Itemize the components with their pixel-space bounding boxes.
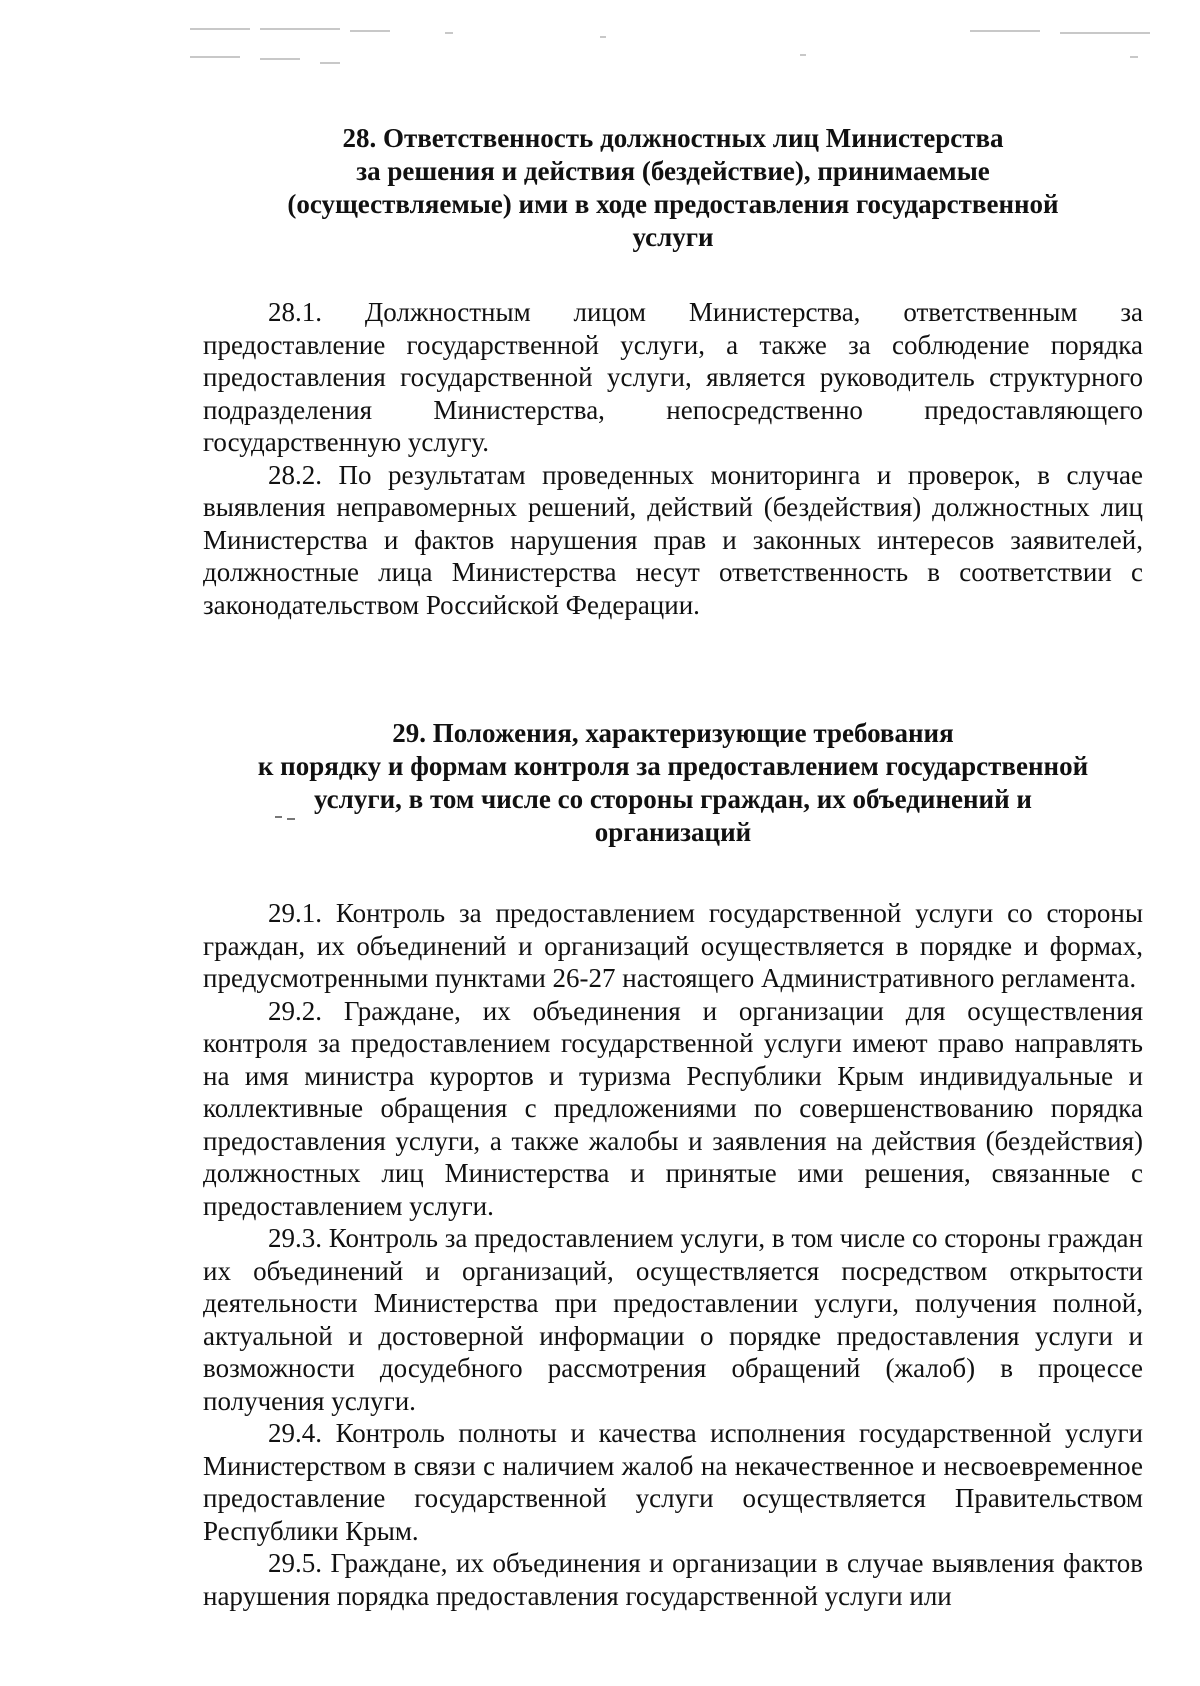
paragraph-28-1: 28.1. Должностным лицом Министерства, ответственным за предоставление государственной услуги, а также за соблюдение порядка предоставления государственной услуги, является руководитель структурного подразделения Министерства, непосредственно предоставляющего государственную услугу. bbox=[203, 297, 1143, 457]
paragraph-29-3: 29.3. Контроль за предоставлением услуги, в том числе со стороны граждан их объединений и организаций, осуществляется посредством открытости деятельности Министерства при предоставлении услуги, получения полной, актуальной и достоверной информации о порядке предоставления услуги и возможности досудебного рассмотрения обращений (жалоб) в процессе получения услуги. bbox=[203, 1223, 1143, 1416]
section-28 bbox=[203, 122, 1143, 621]
section-title: 28. Ответственность должностных лиц Министерства за решения и действия (бездействие), принимаемые (осуществляемые) ими в ходе предоставления государственной услуги bbox=[287, 123, 1059, 252]
paragraph-29-1: 29.1. Контроль за предоставлением государственной услуги со стороны граждан, их объединений и организаций осуществляется в порядке и формах, предусмотренными пунктами 26-27 настоящего Административного регламента. bbox=[203, 898, 1143, 993]
document-body bbox=[203, 122, 1143, 1612]
paragraph-29-2: 29.2. Граждане, их объединения и организации для осуществления контроля за предоставлением государственной услуги имеют право направлять на имя министра курортов и туризма Республики Крым индивидуальные и коллективные обращения с предложениями по совершенствованию порядка предоставления услуги, а также жалобы и заявления на действия (бездействия) должностных лиц Министерства и принятые ими решения, связанные с предоставлением услуги. bbox=[203, 995, 1143, 1221]
paragraph-29-5: 29.5. Граждане, их объединения и организации в случае выявления фактов нарушения порядка предоставления государственной услуги или bbox=[203, 1548, 1143, 1611]
scan-artifact bbox=[190, 22, 1150, 82]
paragraph-29-4: 29.4. Контроль полноты и качества исполнения государственной услуги Министерством в связи с наличием жалоб на некачественное и несвоевременное предоставление государственной услуги осуществляется Правительством Республики Крым. bbox=[203, 1418, 1143, 1546]
section-title: 29. Положения, характеризующие требования к порядку и формам контроля за предоставлением государственной услуги, в том числе со стороны граждан, их объединений и организаций bbox=[257, 718, 1089, 847]
section-29 bbox=[203, 717, 1143, 1612]
paragraph-28-2: 28.2. По результатам проведенных мониторинга и проверок, в случае выявления неправомерных решений, действий (бездействия) должностных лиц Министерства и фактов нарушения прав и законных интересов заявителей, должностные лица Министерства несут ответственность в соответствии с законодательством Российской Федерации. bbox=[203, 459, 1143, 620]
